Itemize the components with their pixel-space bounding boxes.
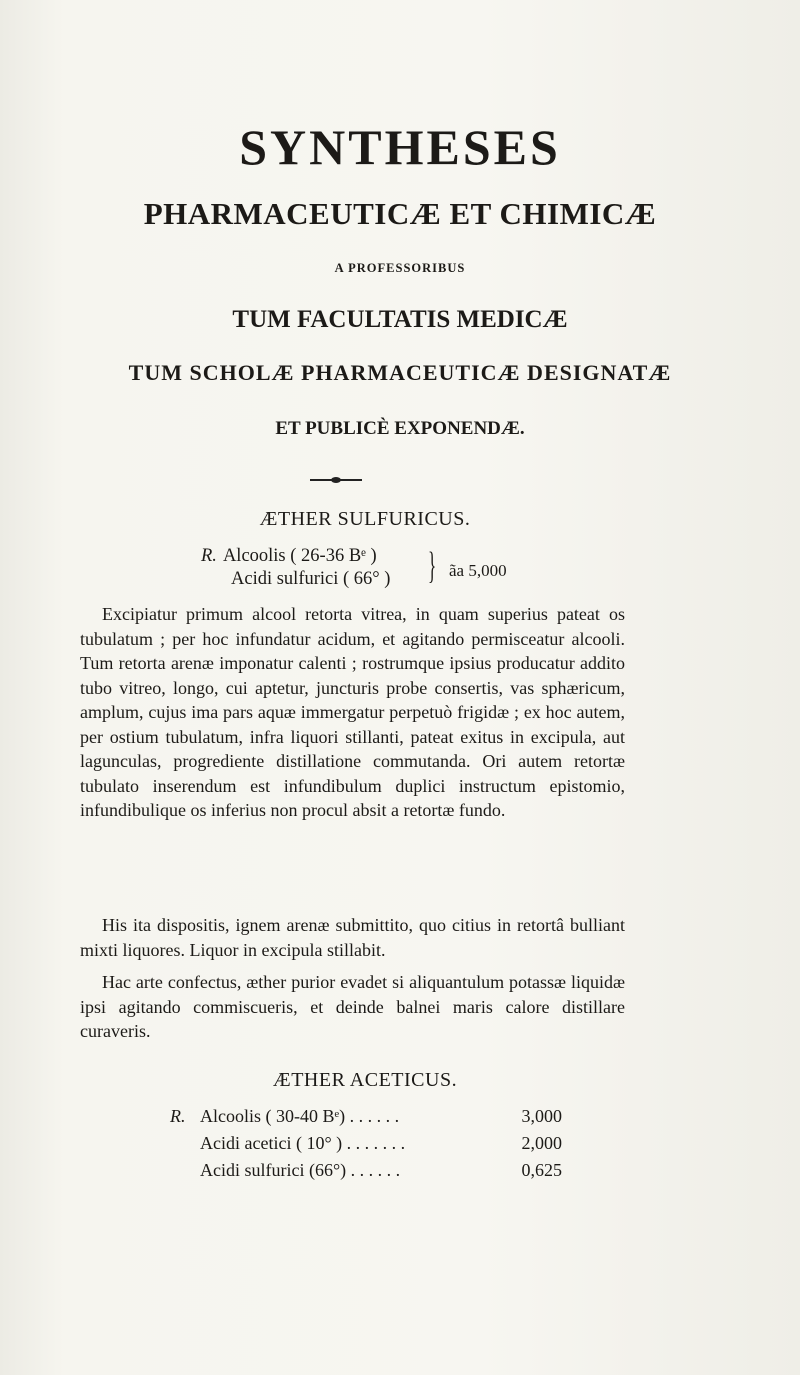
recipe-symbol: R. (170, 1106, 186, 1126)
page-title: SYNTHESES (239, 119, 561, 175)
page-subtitle: PHARMACEUTICÆ ET CHIMICÆ (143, 196, 657, 231)
ornamental-rule-dot (331, 477, 341, 483)
recipe-ingredient: Acidi sulfurici (66°) . . . . . . (200, 1160, 401, 1180)
recipe-quantity: 0,625 (521, 1160, 562, 1180)
paragraph-purification: Hac arte confectus, æther purior evadet si aliquantulum potassæ liquidæ ipsi agitando commiscueris, et deinde balnei maris calore distillare curaveris. (80, 972, 625, 1041)
recipe-sulfuricus (201, 545, 390, 591)
section-heading-sulfuricus: ÆTHER SULFURICUS. (259, 508, 471, 530)
recipe-line-alcoolis (201, 545, 390, 568)
exponendae-line: ET PUBLICÈ EXPONENDÆ. (275, 418, 525, 439)
recipe-ingredient: Acidi acetici ( 10° ) . . . . . . . (200, 1133, 406, 1153)
recipe-aceticus (170, 1103, 562, 1184)
recipe-ingredient: Alcoolis ( 26-36 Bᵉ ) (222, 546, 377, 566)
recipe-quantity: 2,000 (521, 1133, 562, 1153)
recipe-quantity: 3,000 (521, 1106, 562, 1126)
recipe-ingredient: Alcoolis ( 30-40 Bᵉ) . . . . . . (200, 1106, 400, 1126)
recipe-row (170, 1157, 562, 1184)
recipe-row (170, 1103, 562, 1130)
recipe-symbol: R. (201, 546, 217, 566)
recipe-symbol (170, 1157, 200, 1184)
recipe-amount: ãa 5,000 (449, 561, 507, 580)
by-line: A PROFESSORIBUS (334, 261, 466, 275)
recipe-ingredient: Acidi sulfurici ( 66° ) (231, 569, 391, 589)
recipe-brace: } (428, 545, 437, 587)
section-heading-aceticus: ÆTHER ACETICUS. (272, 1069, 458, 1091)
recipe-row (170, 1130, 562, 1157)
recipe-line-acidi (201, 568, 390, 591)
faculty-line: TUM FACULTATIS MEDICÆ (232, 306, 568, 333)
schola-line: TUM SCHOLÆ PHARMACEUTICÆ DESIGNATÆ (128, 360, 672, 385)
recipe-symbol (170, 1130, 200, 1157)
paragraph-procedure: Excipiatur primum alcool retorta vitrea, in quam superius pateat os tubulatum ; per hoc infundatur acidum, et agitando permisceatur alcooli. Tum retorta arenæ imponatur calenti ; rostrumque ipsius producatur addito tubo vitreo, longo, cui aptetur, juncturis probe consertis, vas sphæricum, amplum, cujus ima pars aquæ immergatur perpetuò frigidæ ; ex hoc autem, per ostium tubulatum, infra liquori stillanti, pateat exitus in excipula, aut lagunculas, progrediente distillatione commutanda. Ori autem retortæ tubulato inserendum est infundibulum duplici instructum epistomio, infundibulique os inferius non procul absit a retortæ fundo. (80, 604, 625, 820)
paragraph-heating: His ita dispositis, ignem arenæ submittito, quo citius in retortâ bulliant mixti liquores. Liquor in excipula stillabit. (80, 915, 625, 960)
